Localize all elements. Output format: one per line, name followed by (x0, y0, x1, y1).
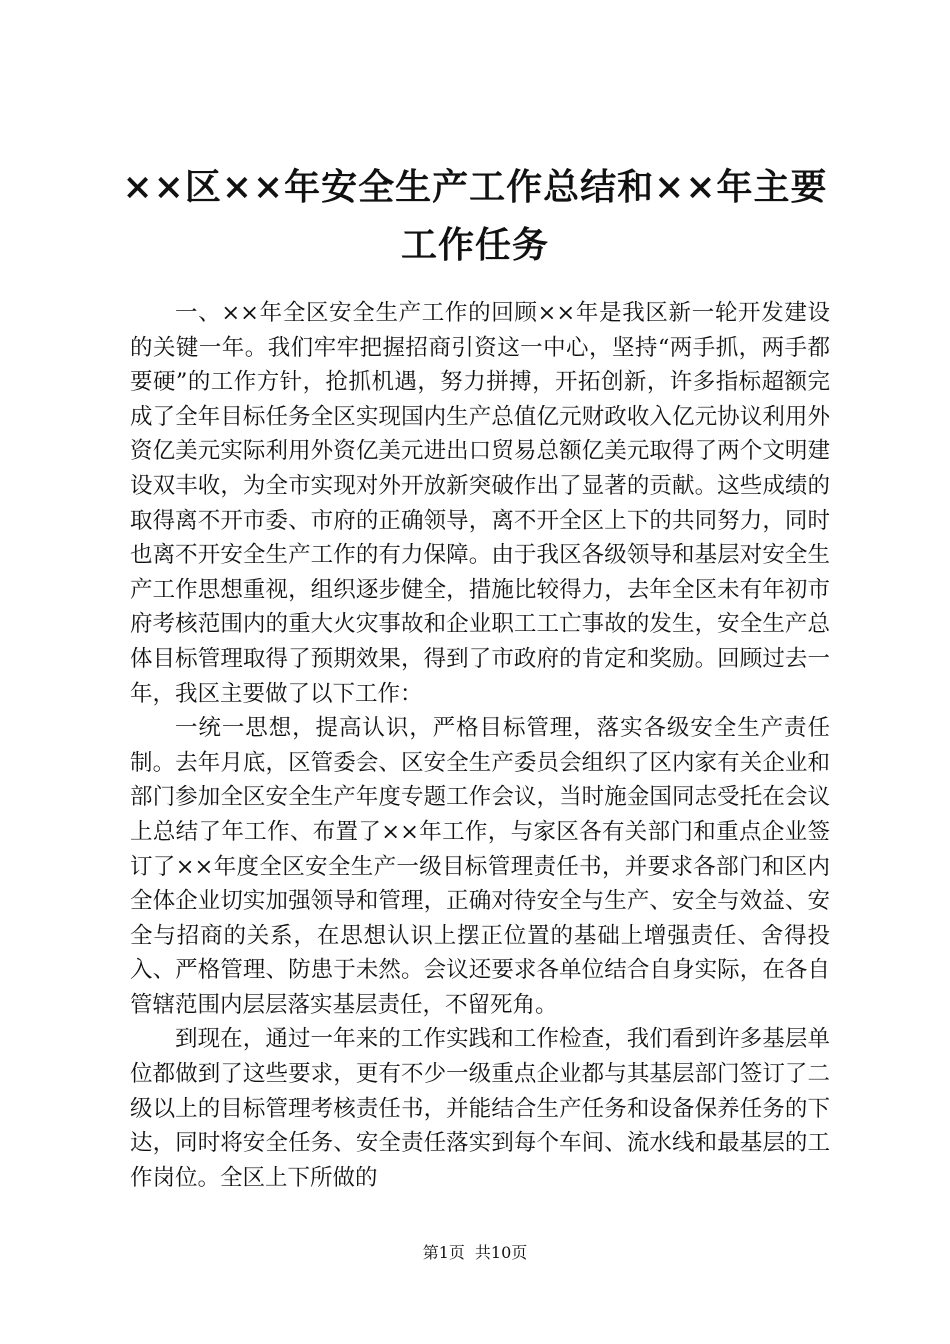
page-footer (0, 1242, 950, 1264)
title-line-1: ××区××年安全生产工作总结和××年主要 (122, 166, 828, 208)
title-line-2: 工作任务 (400, 224, 549, 266)
page-number-total: 共10页 (474, 1243, 528, 1262)
paragraph: 到现在，通过一年来的工作实践和工作检查，我们看到许多基层单位都做到了这些要求，更有不少一级重点企业都与其基层部门签订了二级以上的目标管理考核责任书，并能结合生产任务和设备保养任务的下达，同时将安全任务、安全责任落实到每个车间、流水线和最基层的工作岗位。全区上下所做的 (130, 1026, 830, 1191)
page-number-current: 第1页 (422, 1243, 465, 1262)
paragraph: 一统一思想，提高认识，严格目标管理，落实各级安全生产责任制。去年月底，区管委会、区安全生产委员会组织了区内家有关企业和部门参加全区安全生产年度专题工作会议，当时施金国同志受托在会议上总结了年工作、布置了××年工作，与家区各有关部门和重点企业签订了××年度全区安全生产一级目标管理责任书，并要求各部门和区内全体企业切实加强领导和管理，正确对待安全与生产、安全与效益、安全与招商的关系，在思想认识上摆正位置的基础上增强责任、舍得投入、严格管理、防患于未然。会议还要求各单位结合自身实际，在各自管辖范围内层层落实基层责任，不留死角。 (130, 715, 830, 1018)
paragraph: 一、××年全区安全生产工作的回顾××年是我区新一轮开发建设的关键一年。我们牢牢把握招商引资这一中心，坚持“两手抓，两手都要硬”的工作方针，抢抓机遇，努力拼搏，开拓创新，许多指标超额完成了全年目标任务全区实现国内生产总值亿元财政收入亿元协议利用外资亿美元实际利用外资亿美元进出口贸易总额亿美元取得了两个文明建设双丰收，为全市实现对外开放新突破作出了显著的贡献。这些成绩的取得离不开市委、市府的正确领导，离不开全区上下的共同努力，同时也离不开安全生产工作的有力保障。由于我区各级领导和基层对安全生产工作思想重视，组织逐步健全，措施比较得力，去年全区未有年初市府考核范围内的重大火灾事故和企业职工工亡事故的发生，安全生产总体目标管理取得了预期效果，得到了市政府的肯定和奖励。回顾过去一年，我区主要做了以下工作： (130, 300, 830, 707)
document-title (100, 158, 850, 274)
document-body (130, 296, 830, 1195)
